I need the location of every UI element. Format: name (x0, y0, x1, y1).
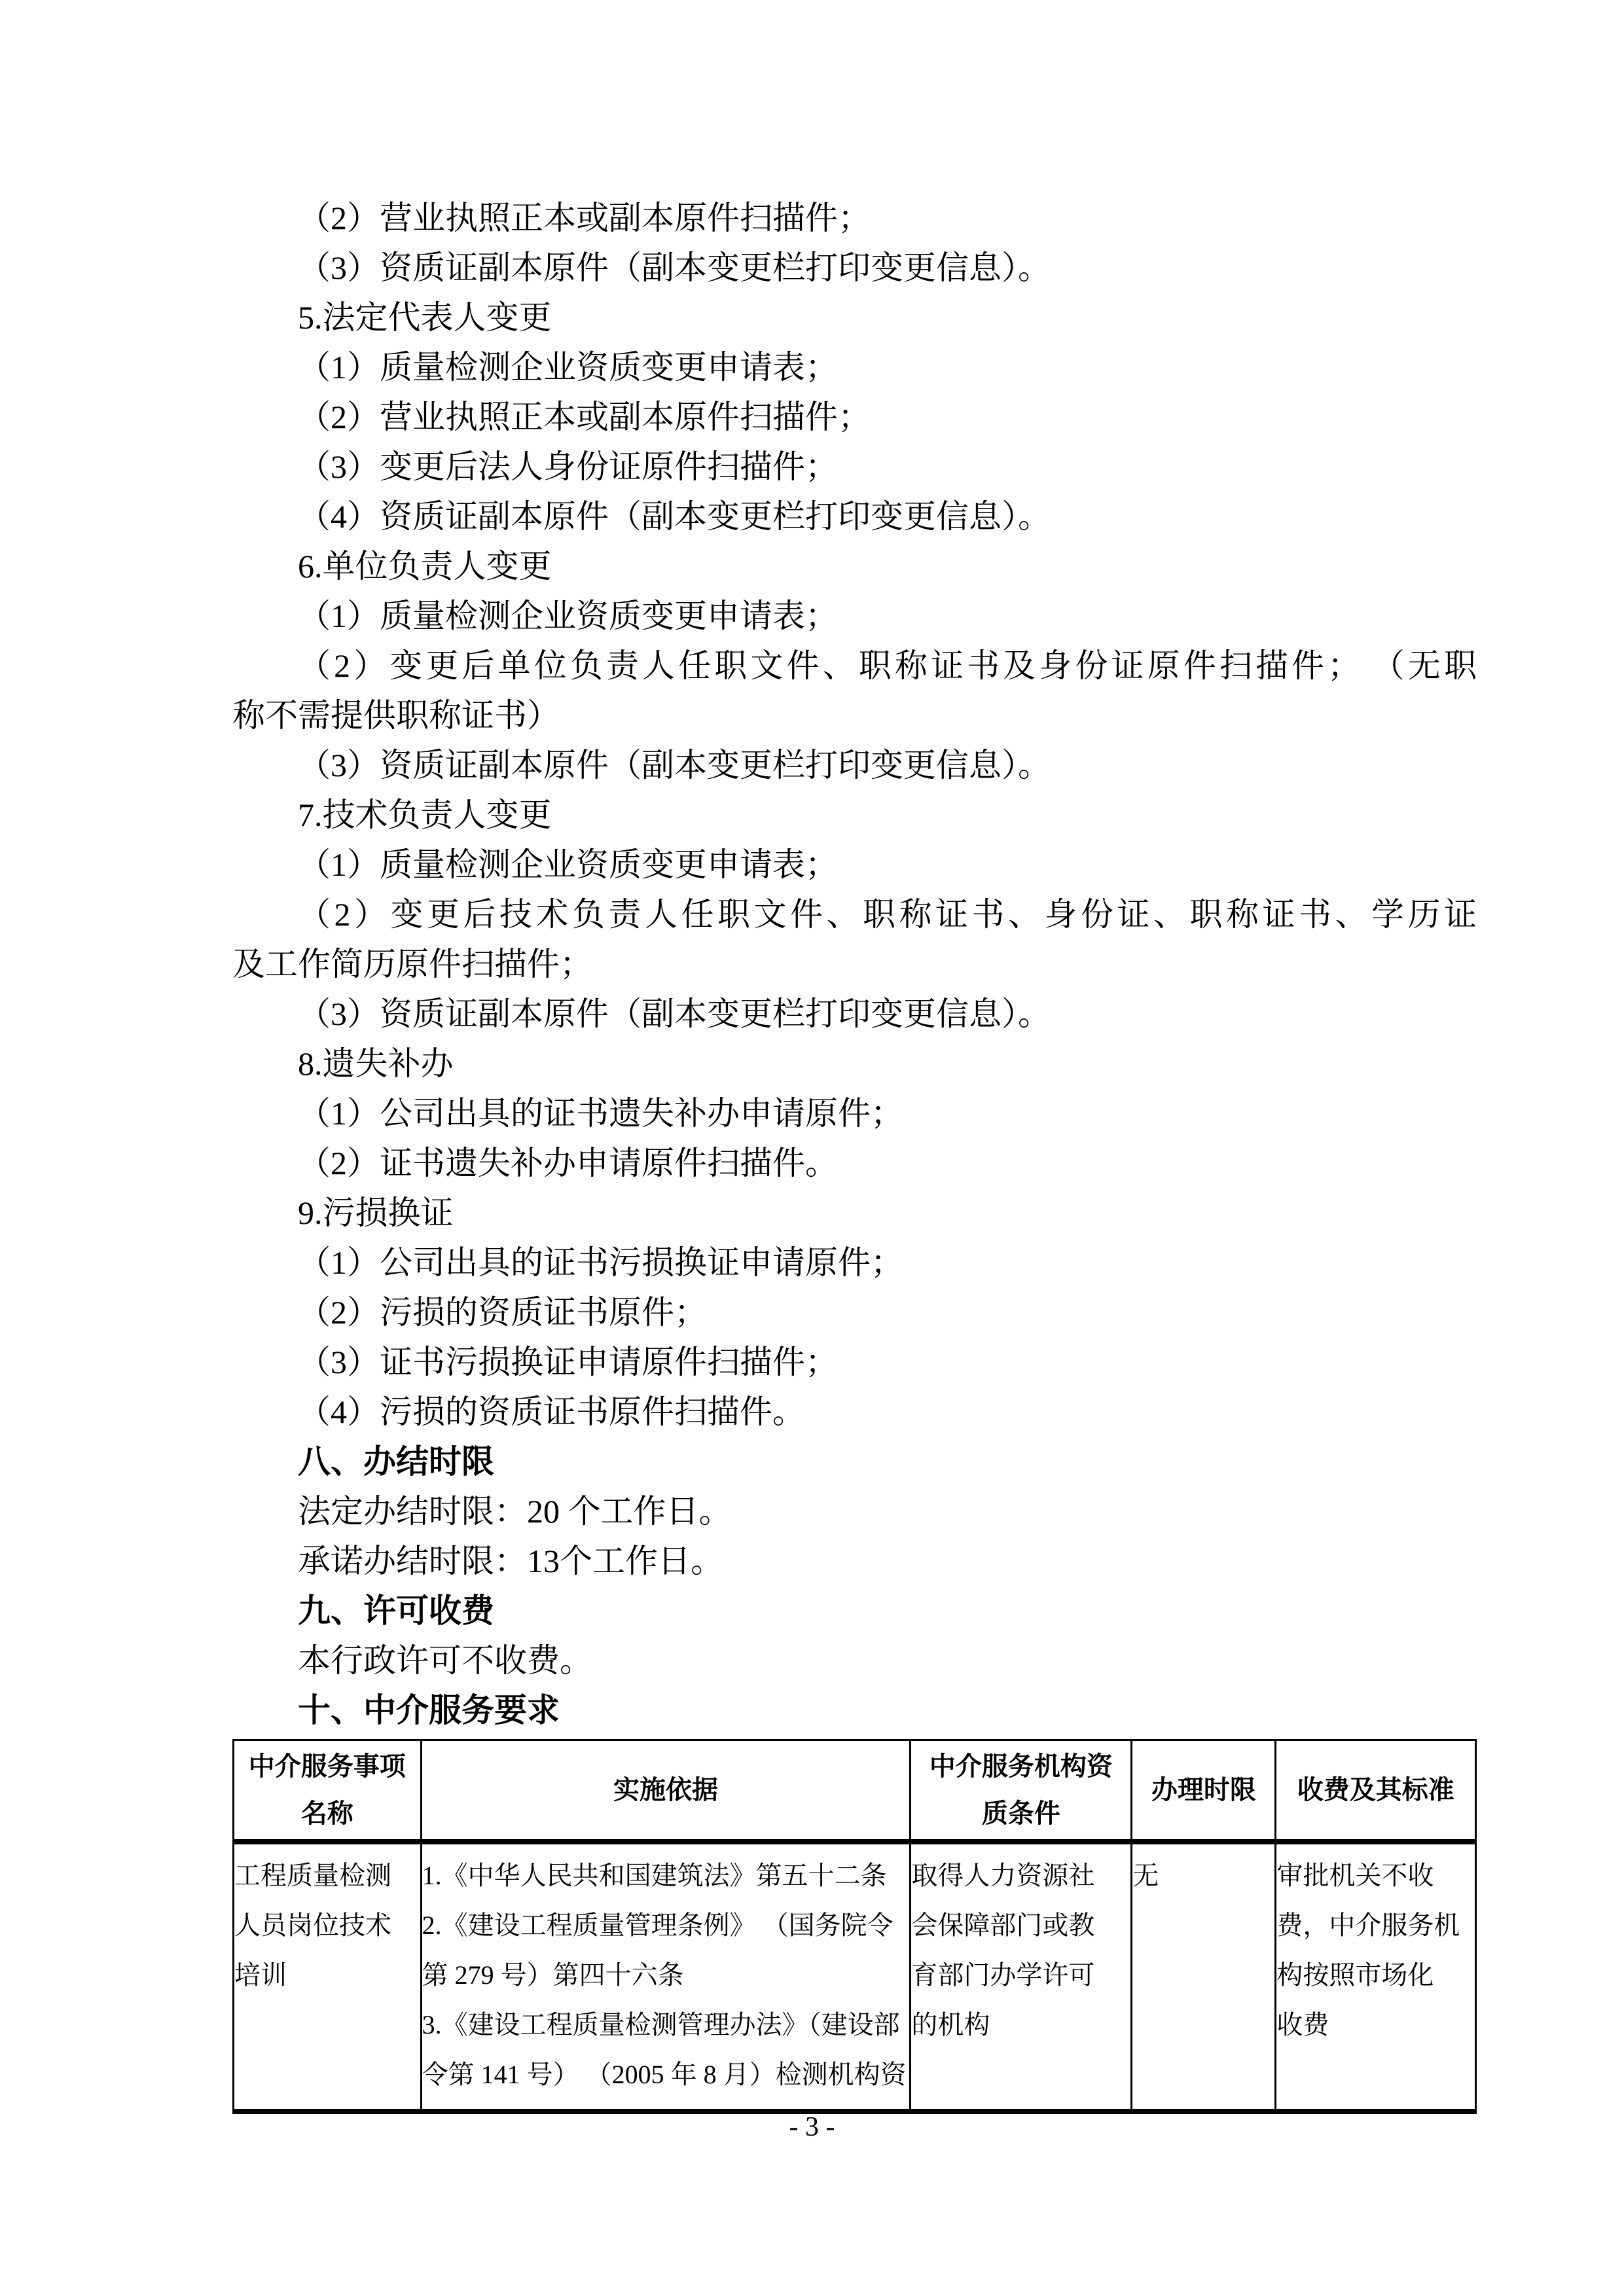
text-line: （2）污损的资质证书原件； (298, 1294, 707, 1331)
header-line: 收费及其标准 (1297, 1776, 1454, 1804)
text-line: （3）资质证副本原件（副本变更栏打印变更信息）。 (298, 249, 1051, 286)
text-line: 本行政许可不收费。 (298, 1642, 592, 1679)
cell-line: 的机构 (911, 2010, 990, 2039)
header-line: 中介服务机构资 (929, 1752, 1113, 1781)
text-line: （1）公司出具的证书污损换证申请原件； (298, 1244, 903, 1281)
cell-line: 取得人力资源社 (911, 1861, 1095, 1890)
cell-line: 会保障部门或教 (911, 1910, 1095, 1940)
cell-line: 3.《建设工程质量检测管理办法》（建设部 (422, 2010, 900, 2039)
header-line: 质条件 (981, 1799, 1060, 1828)
text-line: 及工作简历原件扫描件； (232, 946, 592, 982)
text-line: （2）营业执照正本或副本原件扫描件； (298, 200, 871, 236)
cell-line: 育部门办学许可 (911, 1960, 1095, 1990)
text-line: （4）资质证副本原件（副本变更栏打印变更信息）。 (298, 498, 1051, 535)
table-header-charge (1276, 1740, 1476, 1842)
text-line: （2）证书遗失补办申请原件扫描件。 (298, 1145, 838, 1181)
text-line: 9.污损换证 (298, 1194, 454, 1231)
text-line: 法定办结时限：20 个工作日。 (298, 1493, 732, 1530)
table-header-basis (421, 1740, 911, 1842)
section-heading-fees: 九、许可收费 (298, 1592, 494, 1629)
cell-line: 审批机关不收 (1276, 1861, 1434, 1890)
table-header-qualification (911, 1740, 1132, 1842)
cell-line: 培训 (234, 1960, 287, 1990)
text-line: （2）营业执照正本或副本原件扫描件； (298, 399, 871, 435)
text-line: 6.单位负责人变更 (298, 548, 552, 584)
table-row (234, 1842, 1476, 2111)
text-line: （1）质量检测企业资质变更申请表； (298, 349, 838, 386)
text-line: 称不需提供职称证书） (232, 697, 560, 734)
table-header-time-limit (1132, 1740, 1276, 1842)
text-line: 8.遗失补办 (298, 1045, 454, 1082)
text-line: （3）变更后法人身份证原件扫描件； (298, 448, 838, 485)
text-line: （4）污损的资质证书原件扫描件。 (298, 1393, 805, 1430)
cell-time-limit (1132, 1842, 1276, 2111)
text-line: 承诺办结时限：13个工作日。 (298, 1543, 723, 1579)
cell-service-name (234, 1842, 422, 2111)
header-line: 办理时限 (1151, 1776, 1256, 1804)
section-heading-deadline: 八、办结时限 (298, 1443, 494, 1480)
cell-line: 人员岗位技术 (234, 1910, 391, 1940)
text-line: （1）质量检测企业资质变更申请表； (298, 598, 838, 634)
cell-line: 无 (1132, 1861, 1159, 1890)
section-heading-intermediary: 十、中介服务要求 (298, 1692, 560, 1729)
page-number: - 3 - (789, 2112, 835, 2142)
cell-line: 2.《建设工程质量管理条例》 （国务院令 (422, 1910, 893, 1940)
cell-charge (1276, 1842, 1476, 2111)
table-header-row (234, 1740, 1476, 1842)
table-header-service-name (234, 1740, 422, 1842)
cell-line: 收费 (1276, 2010, 1329, 2039)
text-line: （1）公司出具的证书遗失补办申请原件； (298, 1095, 903, 1132)
cell-basis (421, 1842, 911, 2111)
text-line: （3）证书污损换证申请原件扫描件； (298, 1344, 838, 1380)
text-line: 5.法定代表人变更 (298, 299, 552, 336)
header-line: 名称 (300, 1799, 353, 1828)
cell-line: 费，中介服务机 (1276, 1910, 1460, 1940)
text-line: （3）资质证副本原件（副本变更栏打印变更信息）。 (298, 747, 1051, 783)
header-line: 中介服务事项 (248, 1752, 406, 1781)
text-line: （2）变更后单位负责人任职文件、职称证书及身份证原件扫描件； （无职 (298, 647, 1477, 684)
document-body (232, 193, 1477, 2114)
cell-line: 第 279 号）第四十六条 (422, 1960, 684, 1990)
text-line: （2）变更后技术负责人任职文件、职称证书、身份证、职称证书、学历证 (298, 896, 1477, 933)
intermediary-service-table (232, 1739, 1477, 2114)
cell-line: 1.《中华人民共和国建筑法》第五十二条 (422, 1861, 887, 1890)
text-line: （1）质量检测企业资质变更申请表； (298, 846, 838, 883)
header-line: 实施依据 (613, 1776, 718, 1804)
cell-line: 令第 141 号） （2005 年 8 月）检测机构资 (422, 2060, 907, 2089)
text-line: （3）资质证副本原件（副本变更栏打印变更信息）。 (298, 996, 1051, 1032)
text-line: 7.技术负责人变更 (298, 797, 552, 833)
cell-line: 工程质量检测 (234, 1861, 391, 1890)
cell-line: 构按照市场化 (1276, 1960, 1434, 1990)
cell-qualification (911, 1842, 1132, 2111)
